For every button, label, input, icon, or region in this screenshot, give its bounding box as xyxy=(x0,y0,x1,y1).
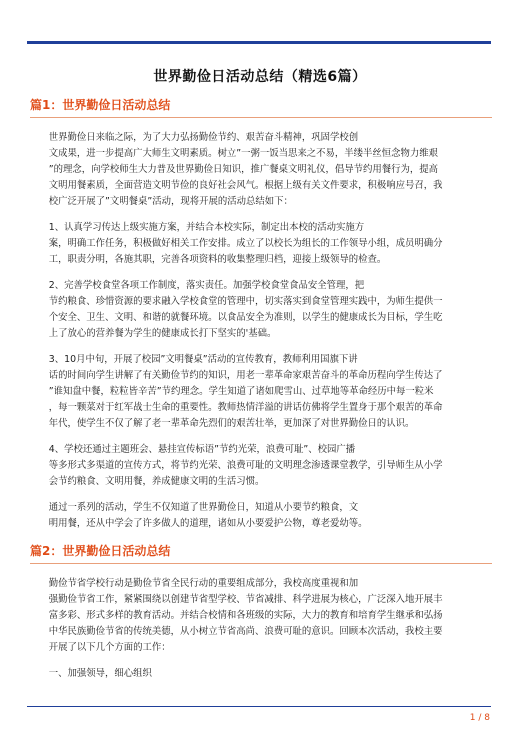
text-line: 2、完善学校食堂各项工作制度，落实责任。加强学校食堂食品安全管理，把 xyxy=(48,280,365,291)
text-line: ”的理念，向学校师生大力普及世界勤俭日知识，推广餐桌文明礼仪，倡导节约用餐行为，提高 xyxy=(48,164,439,175)
paragraph xyxy=(30,220,492,268)
text-line: 年代，使学生不仅了解了老一辈革命先烈们的艰苦壮举，更加深了对世界勤俭日的认识。 xyxy=(48,418,415,429)
text-line: 校广泛开展了”文明餐桌”活动，现将开展的活动总结如下： xyxy=(48,196,293,207)
section-divider xyxy=(30,117,492,118)
paragraph xyxy=(30,130,492,210)
section-2 xyxy=(30,542,492,682)
paragraph xyxy=(30,576,492,656)
header-rule xyxy=(27,41,491,44)
paragraph xyxy=(30,666,492,682)
text-line: 一、加强领导，细心组织 xyxy=(48,668,152,679)
text-line: 世界勤俭日来临之际，为了大力弘扬勤俭节约、艰苦奋斗精神，巩固学校创 xyxy=(48,132,359,143)
text-line: 勤俭节省学校行动是勤俭节省全民行动的重要组成部分，我校高度重视和加 xyxy=(48,578,359,589)
paragraph xyxy=(30,352,492,432)
text-line: 等多形式多渠道的宣传方式，将节约光荣、浪费可耻的文明理念渗透课堂教学，引导师生从小学 xyxy=(48,460,443,471)
text-line: 强勤俭节省工作，紧紧围绕以创建节省型学校、节省减排、科学进展为核心，广泛深入地开展丰 xyxy=(48,594,443,605)
section-heading: 篇2：世界勤俭日活动总结 xyxy=(30,544,171,558)
section-divider xyxy=(30,563,492,564)
text-line: 工，职责分明，各施其职，完善各项资料的收集整理归档，迎接上级领导的检查。 xyxy=(48,254,387,265)
text-line: 个安全、卫生、文明、和谐的就餐环境。以食品安全为准则，以学生的健康成长为目标，学生吃 xyxy=(48,312,443,323)
text-line: 开展了以下几个方面的工作： xyxy=(48,642,171,653)
text-line: 节约粮食、珍惜资源的要求融入学校食堂的管理中，切实落实到食堂管理实践中，为师生提供一 xyxy=(48,296,443,307)
text-line: 会节约粮食、文明用餐，养成健康文明的生活习惯。 xyxy=(48,476,265,487)
text-line: 中华民族勤俭节省的传统美德，从小树立节省高尚、浪费可耻的意识。回顾本次活动，我校主要 xyxy=(48,626,443,637)
text-line: ，每一颗菜对于红军战士生命的重要性。教师热情洋溢的讲话仿佛将学生置身于那个艰苦的革命 xyxy=(48,402,443,413)
footer-rule xyxy=(27,706,491,707)
section-heading: 篇1：世界勤俭日活动总结 xyxy=(30,98,171,112)
page-title: 世界勤俭日活动总结（精选6篇） xyxy=(153,69,367,85)
document-body xyxy=(30,96,492,692)
section-1 xyxy=(30,96,492,532)
text-line: 话的时间向学生讲解了有关勤俭节约的知识，用老一辈革命家艰苦奋斗的革命历程向学生传达了 xyxy=(48,370,443,381)
text-line: ”谁知盘中餐，粒粒皆辛苦”节约理念。学生知道了诸如爬雪山、过草地等革命经历中每一粒米 xyxy=(48,386,434,397)
text-line: 明用餐，还从中学会了许多做人的道理，诸如从小要爱护公物，尊老爱幼等。 xyxy=(48,518,368,529)
text-line: 1、认真学习传达上级实施方案，并结合本校实际，制定出本校的活动实施方 xyxy=(48,222,365,233)
paragraph xyxy=(30,500,492,532)
text-line: 4、学校还通过主题班会、悬挂宣传标语”节约光荣，浪费可耻”、校园广播 xyxy=(48,444,356,455)
text-line: 案，明确工作任务，积极做好相关工作安排。成立了以校长为组长的工作领导小组，成员明确分 xyxy=(48,238,443,249)
text-line: 3、10月中旬，开展了校园”文明餐桌”活动的宣传教育，教师利用国旗下讲 xyxy=(48,354,358,365)
text-line: 富多彩、形式多样的教育活动。并结合校情和各班级的实际，大力的教育和培育学生继承和弘扬 xyxy=(48,610,443,621)
paragraph xyxy=(30,442,492,490)
paragraph xyxy=(30,278,492,342)
text-line: 文明用餐素质，全面营造文明节俭的良好社会风气。根据上级有关文件要求，积极响应号召，我 xyxy=(48,180,443,191)
page-number: 1 / 8 xyxy=(469,713,490,723)
text-line: 上了放心的营养餐为学生的健康成长打下坚实的'基础。 xyxy=(48,328,277,339)
text-line: 通过一系列的活动，学生不仅知道了世界勤俭日，知道从小要节约粮食，文 xyxy=(48,502,359,513)
text-line: 文成果，进一步提高广大师生文明素质。树立”一粥一饭当思来之不易，半缕半丝恒念物力维艰 xyxy=(48,148,439,159)
